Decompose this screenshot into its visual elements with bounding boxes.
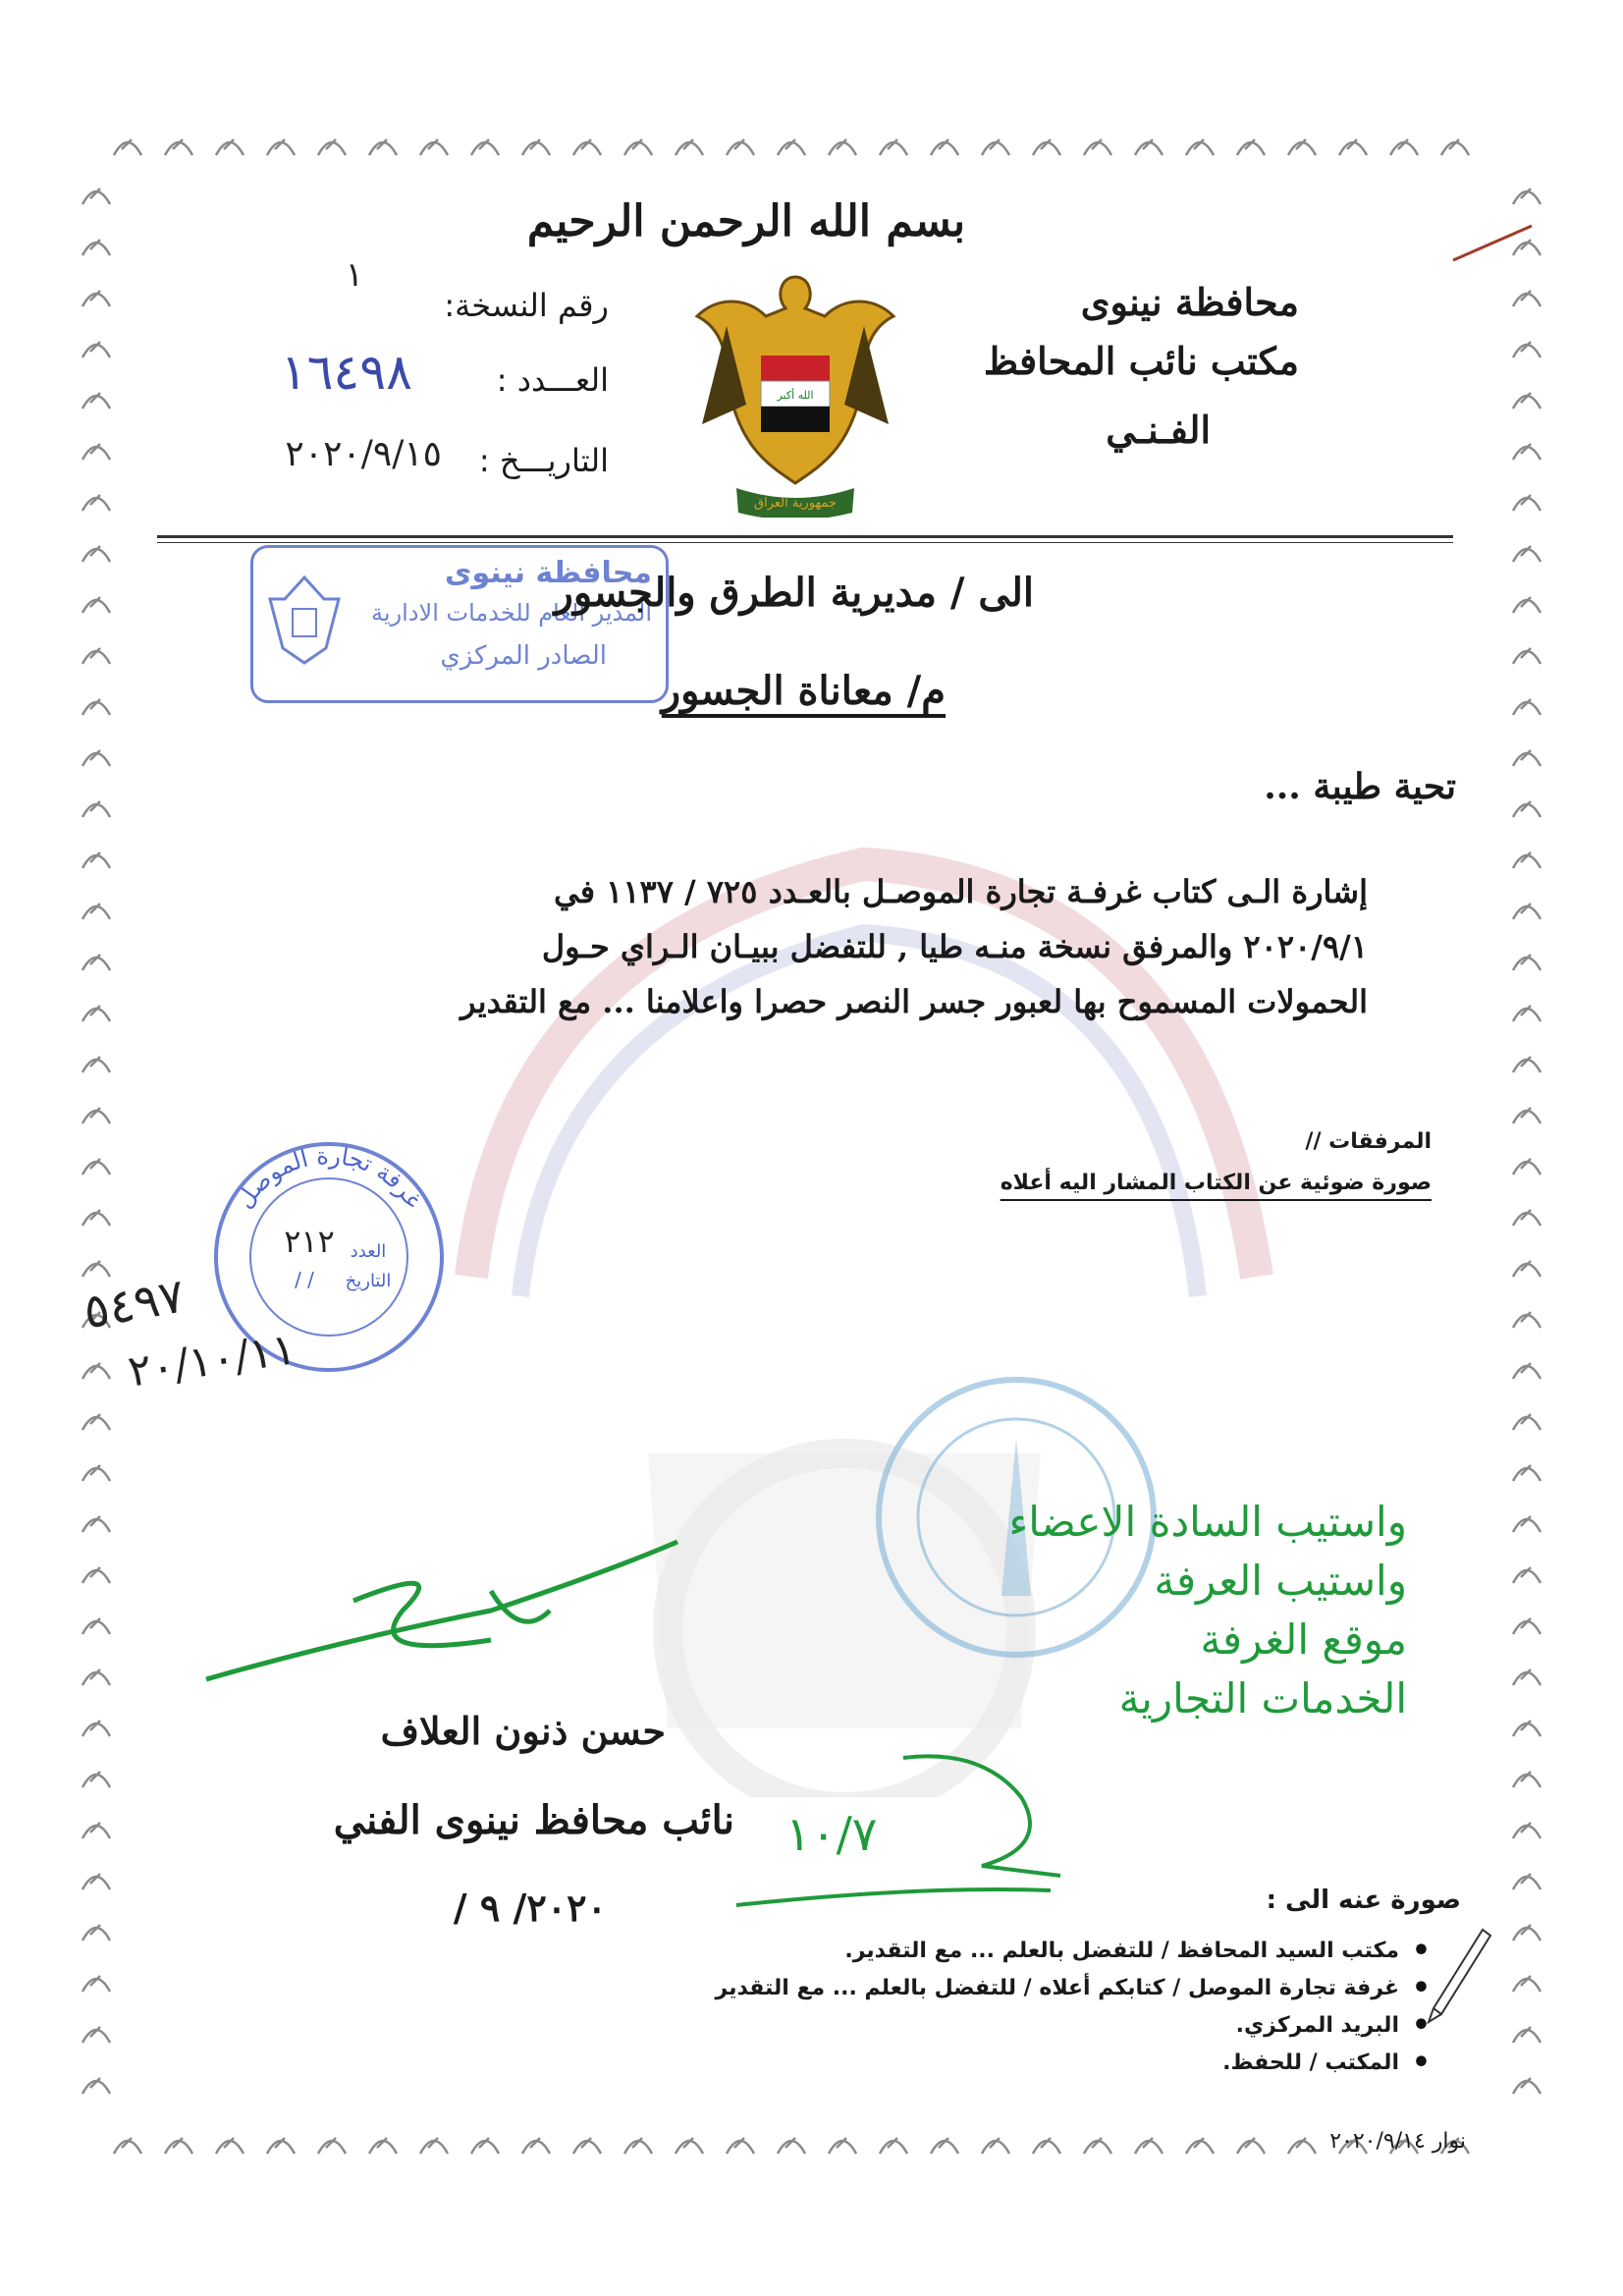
border-motif (778, 2138, 805, 2154)
signatory-name: حسن ذنون العلاف (380, 1709, 666, 1753)
cc-item: • البريد المركزي. (716, 2007, 1436, 2045)
border-motif (82, 801, 110, 817)
header-divider (157, 535, 1453, 538)
attachments-label: المرفقات // (1305, 1129, 1432, 1154)
border-motif (931, 139, 958, 155)
border-motif (727, 139, 754, 155)
border-motif (318, 2138, 346, 2154)
border-motif (1513, 342, 1541, 357)
border-motif (1513, 1976, 1541, 1992)
border-motif (82, 955, 110, 970)
chamber-stamp-number-value: ٢١٢ (284, 1223, 335, 1260)
border-motif (114, 139, 141, 155)
border-motif (1084, 2138, 1111, 2154)
border-motif (82, 1823, 110, 1838)
border-motif (1513, 801, 1541, 817)
border-motif (1513, 1414, 1541, 1430)
border-motif (82, 597, 110, 613)
border-motif (1237, 2138, 1265, 2154)
border-motif (82, 342, 110, 357)
border-motif (216, 139, 243, 155)
border-motif (82, 648, 110, 664)
signature-scribble (196, 1532, 707, 1709)
border-motif (624, 139, 652, 155)
red-ink-mark (1448, 221, 1537, 270)
header-divider-thin (157, 542, 1453, 543)
border-motif (1033, 2138, 1060, 2154)
body-text (209, 864, 1368, 1029)
border-motif (369, 139, 397, 155)
border-motif (573, 2138, 601, 2154)
border-motif (880, 139, 907, 155)
date-value: ٢٠٢٠/٩/١٥ (285, 434, 442, 474)
border-motif (1513, 699, 1541, 715)
border-motif (82, 1925, 110, 1941)
border-motif (82, 1567, 110, 1583)
border-motif (1513, 495, 1541, 511)
incoming-stamp-line2: المدير العام للخدمات الادارية (371, 599, 652, 627)
handwritten-ref-date: ٢٠/١٠/١١ (125, 1324, 299, 1397)
border-motif (1186, 2138, 1214, 2154)
date-label: التاريـــخ : (478, 442, 609, 479)
border-motif (1186, 139, 1214, 155)
body-line-3: الحمولات المسموح بها لعبور جسر النصر حصرا واعلامنا ... مع التقدير (460, 983, 1368, 1020)
border-motif (82, 1006, 110, 1021)
border-motif (82, 495, 110, 511)
border-motif (1513, 1874, 1541, 1889)
border-motif (165, 139, 192, 155)
border-motif (1390, 139, 1418, 155)
border-motif (1033, 139, 1060, 155)
incoming-stamp-line3: الصادر المركزي (440, 641, 607, 671)
border-motif (82, 444, 110, 460)
border-motif (1288, 139, 1316, 155)
subject-line: م/ معاناة الجسور (661, 668, 946, 714)
attachments-item: صورة ضوئية عن الكتاب المشار اليه أعلاه (1000, 1171, 1432, 1195)
border-motif (1513, 1925, 1541, 1941)
org-line-governorate: محافظة نينوى (1080, 280, 1299, 324)
border-motif (1513, 546, 1541, 562)
border-motif (82, 2078, 110, 2094)
cc-list (716, 1933, 1436, 2082)
border-motif (82, 1618, 110, 1634)
border-motif (369, 2138, 397, 2154)
border-motif (1513, 1618, 1541, 1634)
border-motif (1513, 1210, 1541, 1226)
border-motif (82, 750, 110, 766)
border-motif (82, 903, 110, 919)
border-motif (216, 2138, 243, 2154)
border-motif (82, 1057, 110, 1072)
signatory-title: نائب محافظ نينوى الفني (333, 1797, 734, 1843)
green-note-line-2: واستيب العرفة (1154, 1557, 1407, 1605)
border-motif (1513, 1465, 1541, 1481)
border-motif (880, 2138, 907, 2154)
border-motif (624, 2138, 652, 2154)
border-motif (82, 1414, 110, 1430)
border-motif (1513, 1567, 1541, 1583)
border-motif (82, 2027, 110, 2043)
border-motif (982, 139, 1009, 155)
border-motif (82, 1210, 110, 1226)
border-motif (1513, 597, 1541, 613)
border-motif (1339, 139, 1367, 155)
green-note-line-3: موقع الغرفة (1200, 1615, 1407, 1664)
border-motif (82, 189, 110, 204)
green-note-line-4: الخدمات التجارية (1118, 1674, 1407, 1722)
chamber-stamp-ring-text: غرفة تجارة الموصل (230, 1141, 428, 1214)
border-motif (82, 1108, 110, 1123)
stamp-emblem-icon (265, 570, 344, 673)
border-motif (1513, 291, 1541, 306)
body-line-1: إشارة الـى كتاب غرفـة تجارة الموصـل بالعـدد ٧٢٥ / ١١٣٧ في (554, 873, 1368, 910)
copy-number-label: رقم النسخة: (444, 287, 609, 324)
border-motif (471, 2138, 499, 2154)
org-line-technical: الفـنـي (1106, 408, 1211, 452)
cc-item: • المكتب / للحفظ. (716, 2045, 1436, 2082)
border-motif (1288, 2138, 1316, 2154)
border-motif (1513, 2078, 1541, 2094)
border-motif (82, 1976, 110, 1992)
border-motif (829, 2138, 856, 2154)
border-motif (82, 1516, 110, 1532)
border-motif (522, 139, 550, 155)
number-value: ١٦٤٩٨ (280, 344, 412, 401)
border-motif (82, 1159, 110, 1175)
chamber-stamp-number-label: العدد (350, 1241, 387, 1262)
border-motif (1513, 1057, 1541, 1072)
border-motif (1513, 1721, 1541, 1736)
border-motif (82, 240, 110, 255)
reference-block (157, 255, 609, 511)
border-motif (471, 139, 499, 155)
border-motif (420, 2138, 448, 2154)
org-line-office: مكتب نائب المحافظ (983, 339, 1299, 383)
border-motif (676, 139, 703, 155)
border-motif (1513, 1363, 1541, 1379)
border-motif (82, 1721, 110, 1736)
chamber-stamp-date-value: / / (295, 1268, 314, 1291)
border-motif (931, 2138, 958, 2154)
border-motif (1441, 139, 1469, 155)
border-motif (1513, 1261, 1541, 1277)
emblem-banner: جمهورية العراق (754, 496, 837, 511)
border-motif (1513, 1669, 1541, 1685)
cc-item: • غرفة تجارة الموصل / كتابكم أعلاه / للتفضل بالعلم ... مع التقدير (716, 1970, 1436, 2007)
border-motif (1513, 1312, 1541, 1328)
border-motif (1513, 393, 1541, 409)
border-motif (420, 139, 448, 155)
border-motif (267, 2138, 295, 2154)
border-motif (1513, 1159, 1541, 1175)
copy-number-value: ١ (345, 255, 363, 295)
addressee-line: الى / مديرية الطرق والجسور (554, 570, 1034, 616)
greeting: تحية طيبة ... (1264, 766, 1456, 807)
handwritten-ref-number: ٥٤٩٧ (79, 1268, 189, 1340)
border-motif (1513, 189, 1541, 204)
green-note-line-1: واستيب السادة الاعضاء (1008, 1498, 1407, 1546)
border-motif (982, 2138, 1009, 2154)
border-motif (1135, 2138, 1163, 2154)
border-motif (1513, 903, 1541, 919)
border-motif (165, 2138, 192, 2154)
border-motif (1513, 648, 1541, 664)
border-motif (1513, 1006, 1541, 1021)
border-motif (267, 139, 295, 155)
cc-label: صورة عنه الى : (1266, 1886, 1461, 1915)
border-motif (1237, 139, 1265, 155)
iraq-emblem-icon (687, 257, 903, 518)
border-motif (1513, 2027, 1541, 2043)
border-motif (573, 139, 601, 155)
border-motif (82, 1465, 110, 1481)
typist-footer: نوار ٢٠٢٠/٩/١٤ (1329, 2129, 1466, 2154)
border-motif (82, 1669, 110, 1685)
signature-date: ٢٠٢٠/ ٩ / (453, 1886, 607, 1930)
emblem-flag-text: الله أكبر (777, 389, 814, 402)
number-label: العـــدد : (496, 361, 609, 399)
border-motif (82, 1261, 110, 1277)
border-motif (82, 1772, 110, 1787)
border-motif (1084, 139, 1111, 155)
green-handwritten-note (896, 1493, 1407, 1728)
border-motif (1513, 444, 1541, 460)
border-motif (1513, 1108, 1541, 1123)
border-motif (522, 2138, 550, 2154)
border-motif (82, 291, 110, 306)
body-line-2: ٢٠٢٠/٩/١ والمرفق نسخة منـه طيا , للتفضل ببيـان الـراي حـول (541, 928, 1368, 965)
org-header (887, 280, 1299, 452)
border-motif (727, 2138, 754, 2154)
border-motif (82, 393, 110, 409)
border-motif (1513, 955, 1541, 970)
border-motif (82, 699, 110, 715)
border-motif (1513, 1823, 1541, 1838)
border-motif (114, 2138, 141, 2154)
border-motif (1513, 1772, 1541, 1787)
border-motif (318, 139, 346, 155)
border-motif (1513, 750, 1541, 766)
border-motif (778, 139, 805, 155)
border-motif (82, 1363, 110, 1379)
border-motif (1513, 852, 1541, 868)
border-motif (82, 546, 110, 562)
border-motif (82, 1874, 110, 1889)
cc-item: • مكتب السيد المحافظ / للتفضل بالعلم ... مع التقدير. (716, 1933, 1436, 1970)
basmala: بسم الله الرحمن الرحيم (526, 196, 966, 246)
border-motif (829, 139, 856, 155)
chamber-stamp-date-label: التاريخ (345, 1271, 392, 1291)
border-motif (82, 852, 110, 868)
incoming-stamp-line1: محافظة نينوى (444, 556, 652, 590)
border-motif (1513, 1516, 1541, 1532)
border-motif (676, 2138, 703, 2154)
green-note-date: ١٠/٧ (785, 1807, 878, 1862)
border-motif (1135, 139, 1163, 155)
